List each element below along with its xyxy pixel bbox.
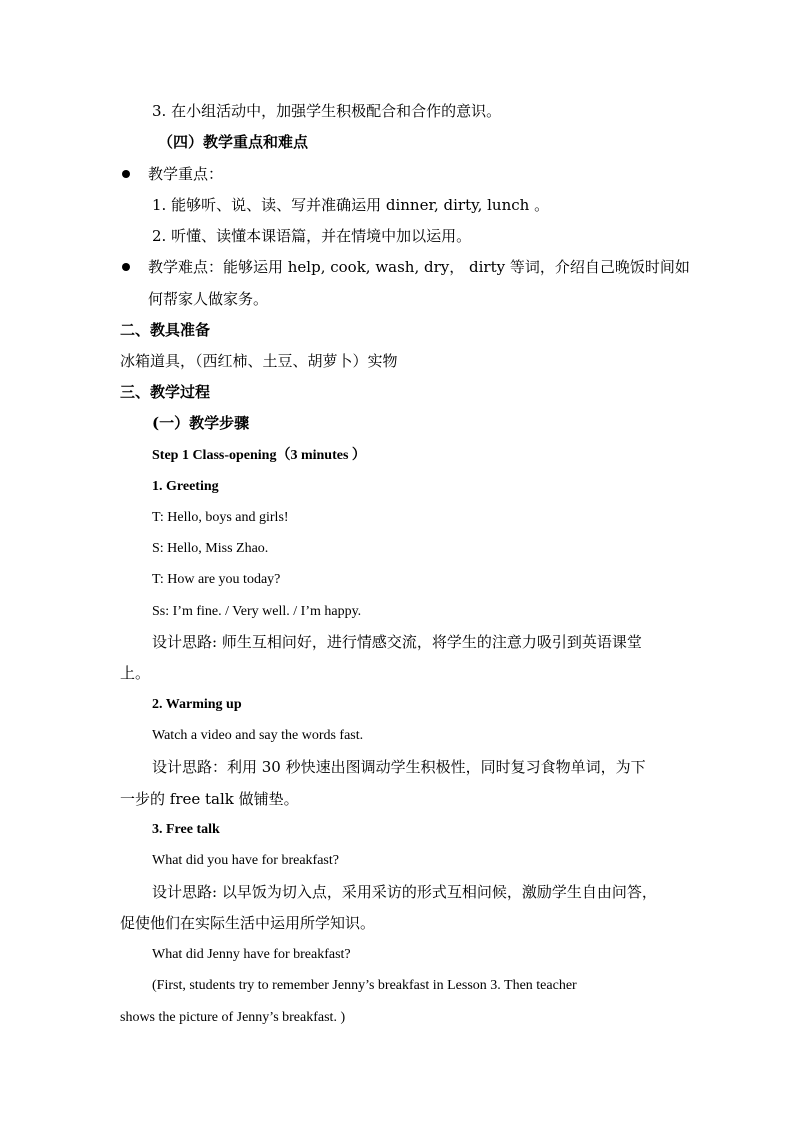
step-1-heading: Step 1 Class-opening（3 minutes ） (152, 448, 366, 463)
subheading-steps: (一）教学步骤 (152, 414, 250, 432)
dialogue-line: T: How are you today? (152, 572, 281, 587)
warming-up-text: Watch a video and say the words fast. (152, 728, 364, 743)
greeting-heading: 1. Greeting (152, 479, 219, 494)
section-heading-key-points: （四）教学重点和难点 (158, 133, 309, 151)
design-idea-2-line-1: 设计思路：利用 30 秒快速出图调动学生积极性，同时复习食物单词，为下 (152, 758, 646, 776)
dialogue-line: Ss: I’m fine. / Very well. / I’m happy. (152, 604, 362, 619)
warming-up-heading: 2. Warming up (152, 697, 242, 712)
design-idea-3-line-2: 促使他们在实际生活中运用所学知识。 (120, 914, 376, 932)
key-point-2: 2. 听懂、读懂本课语篇，并在情境中加以运用。 (152, 227, 472, 245)
objective-3: 3. 在小组活动中，加强学生积极配合和合作的意识。 (152, 102, 502, 120)
design-idea-2-line-2: 一步的 free talk 做铺垫。 (120, 790, 299, 808)
free-talk-question-1: What did you have for breakfast? (152, 853, 339, 868)
free-talk-heading: 3. Free talk (152, 822, 220, 837)
section-heading-process: 三、教学过程 (120, 383, 211, 401)
materials-text: 冰箱道具，（西红柿、土豆、胡萝卜）实物 (120, 352, 398, 370)
teacher-note-line-2: shows the picture of Jenny’s breakfast. ) (120, 1010, 346, 1025)
difficult-points-line-1: 教学难点：能够运用 help, cook, wash, dry， dirty 等词，介绍自己晚饭时间如 (148, 258, 690, 276)
design-idea-1-line-2: 上。 (120, 664, 151, 682)
difficult-points-line-2: 何帮家人做家务。 (148, 290, 269, 308)
free-talk-question-2: What did Jenny have for breakfast? (152, 947, 351, 962)
dialogue-line: S: Hello, Miss Zhao. (152, 541, 269, 556)
bullet-icon (122, 170, 130, 178)
teacher-note-line-1: (First, students try to remember Jenny’s breakfast in Lesson 3. Then teacher (152, 978, 577, 993)
design-idea-1-line-1: 设计思路: 师生互相问好，进行情感交流，将学生的注意力吸引到英语课堂 (152, 633, 642, 651)
key-point-1: 1. 能够听、说、读、写并准确运用 dinner, dirty, lunch 。 (152, 196, 550, 214)
bullet-icon (122, 263, 130, 271)
design-idea-3-line-1: 设计思路: 以早饭为切入点，采用采访的形式互相问候，激励学生自由问答， (152, 883, 657, 901)
section-heading-materials: 二、教具准备 (120, 321, 211, 339)
key-points-label: 教学重点： (148, 165, 224, 183)
dialogue-line: T: Hello, boys and girls! (152, 510, 289, 525)
